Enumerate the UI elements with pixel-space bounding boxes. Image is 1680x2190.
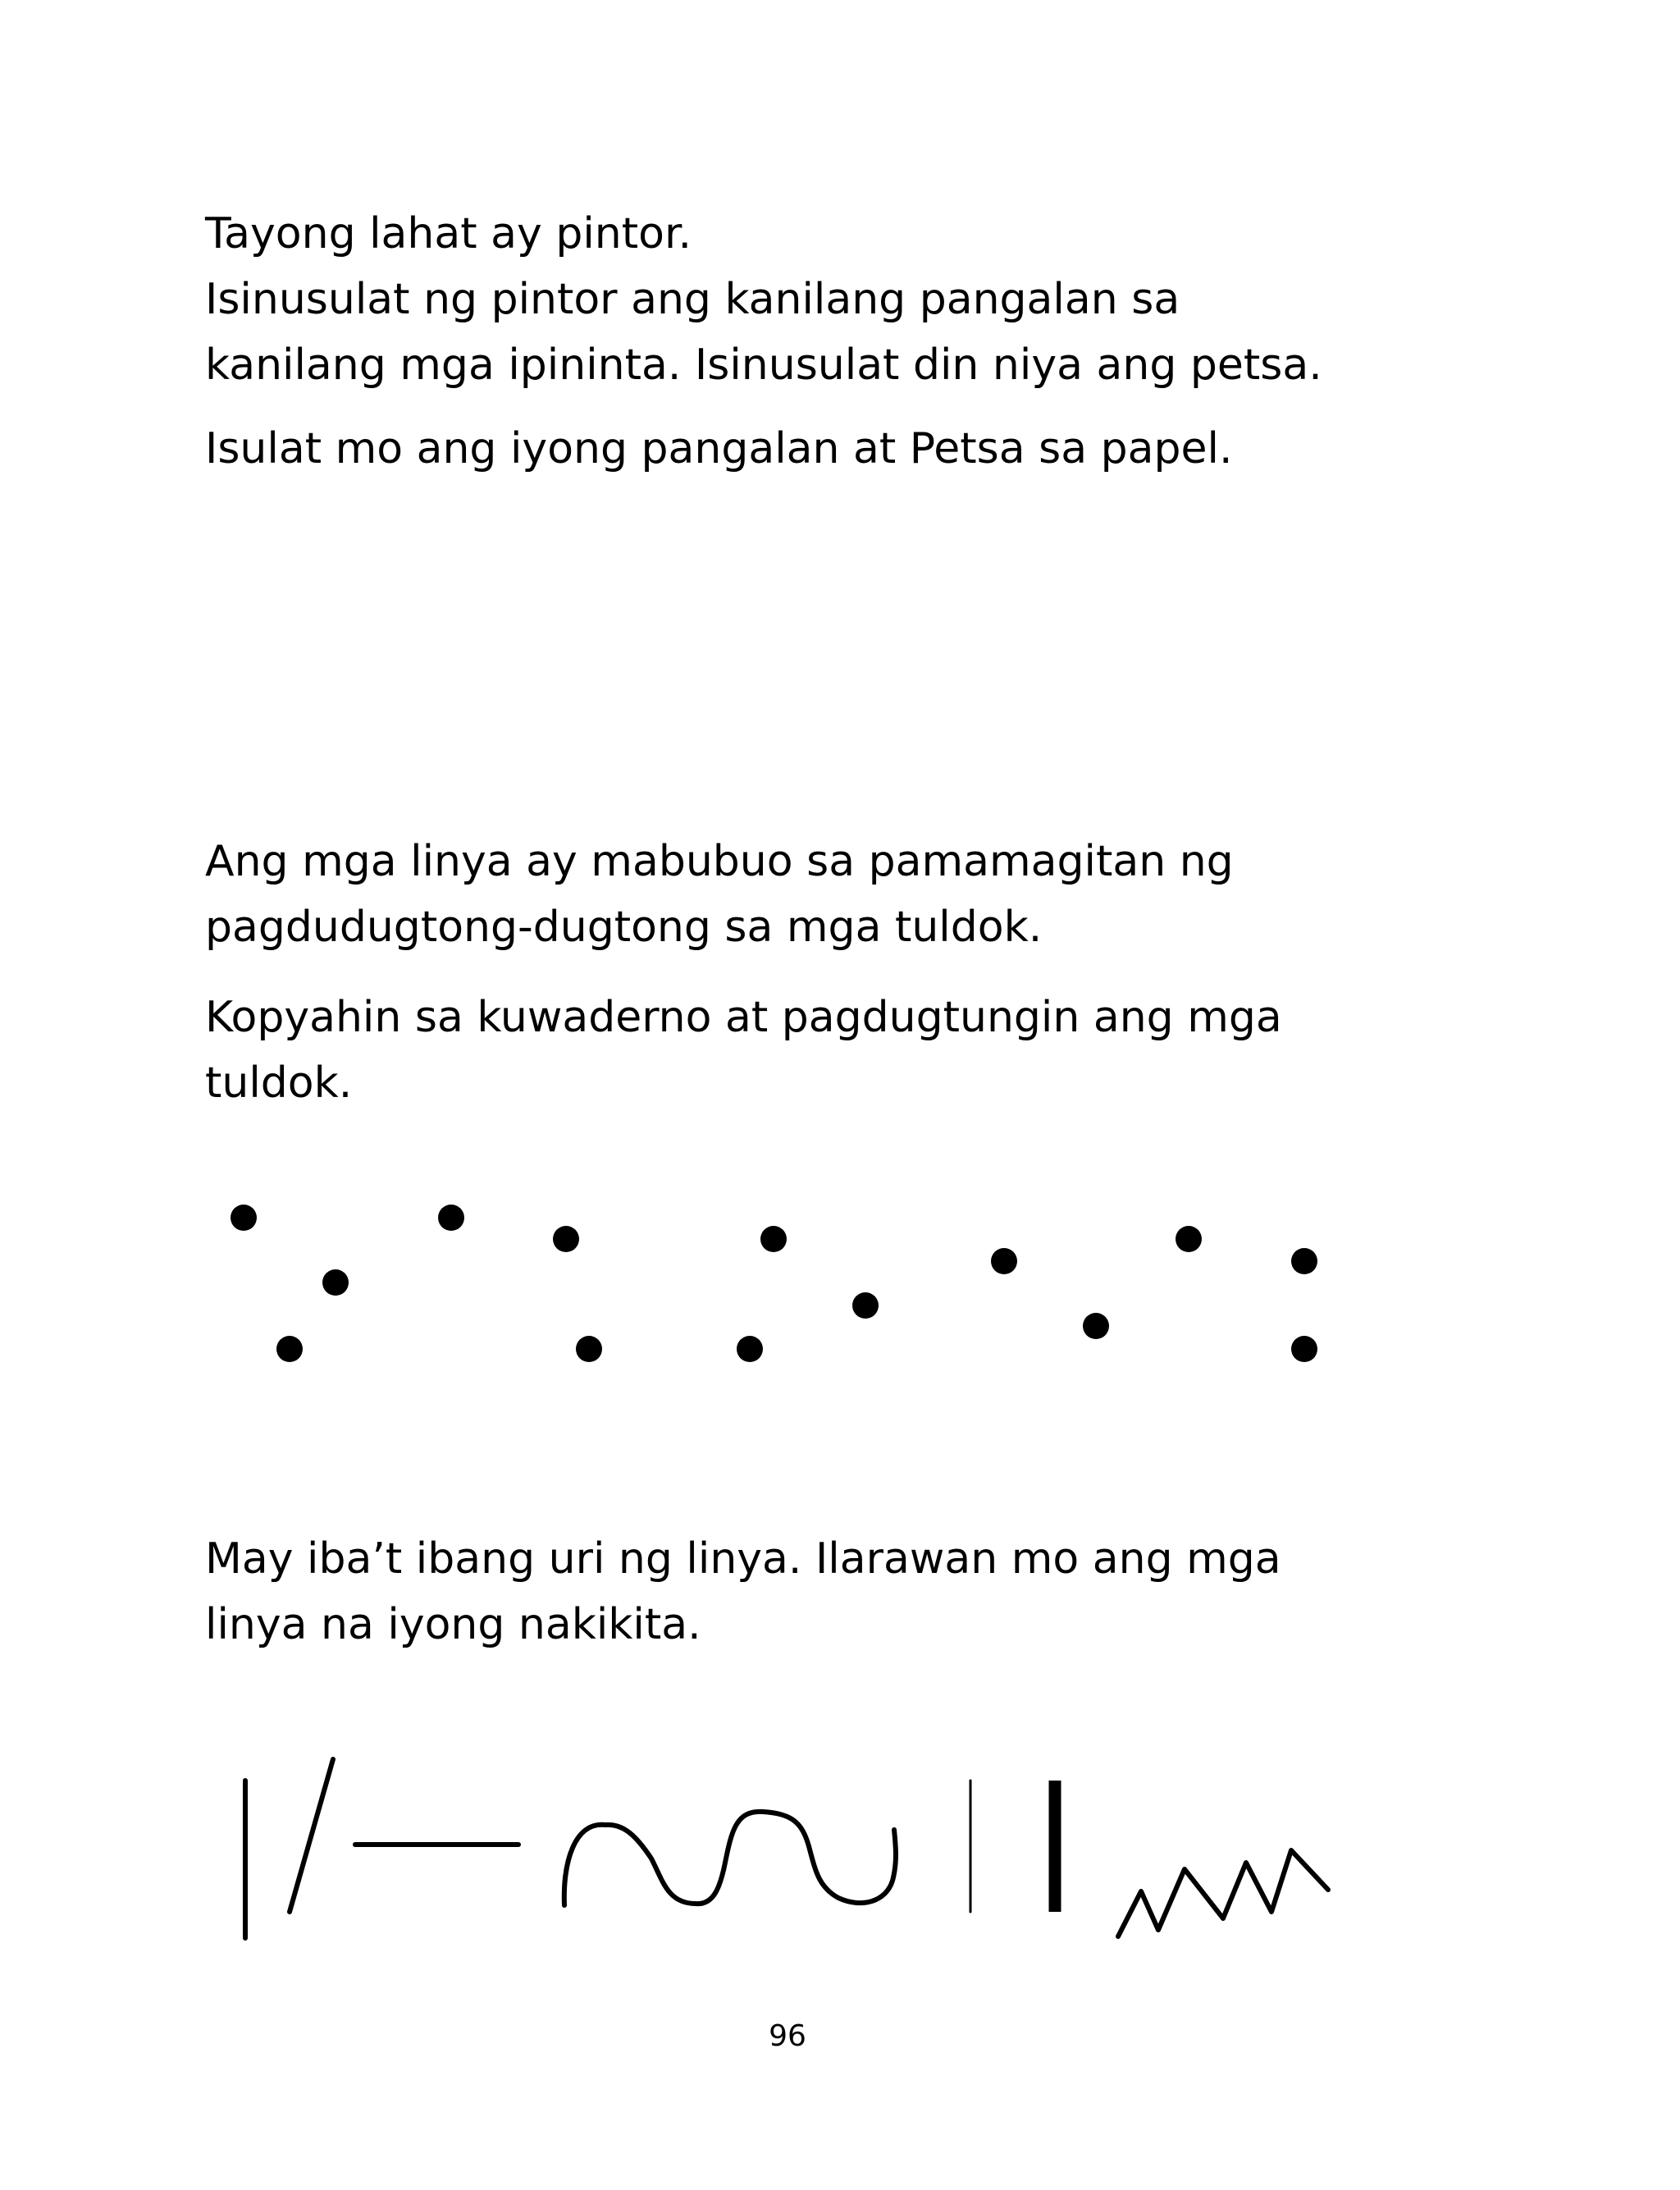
instruction-line: tuldok. — [205, 1058, 353, 1108]
dot — [1291, 1336, 1317, 1362]
page-number: 96 — [769, 2019, 806, 2053]
curved-line — [564, 1812, 896, 1905]
dot — [1083, 1313, 1109, 1339]
text-line: pagdudugtong-dugtong sa mga tuldok. — [205, 903, 1043, 952]
dots-paragraph — [205, 829, 1485, 1116]
instruction-line: Isulat mo ang iyong pangalan at Petsa sa papel. — [205, 424, 1233, 473]
line-types-paragraph — [205, 1526, 1485, 1657]
diagonal-line — [290, 1759, 333, 1912]
text-line: May iba’t ibang uri ng linya. Ilarawan mo ang mga — [205, 1534, 1281, 1584]
line-types-figure — [0, 1740, 1680, 1953]
text-line: Tayong lahat ay pintor. — [205, 209, 692, 258]
dot — [737, 1336, 763, 1362]
text-line: Ang mga linya ay mabubuo sa pamamagitan ng — [205, 837, 1234, 886]
dot — [1291, 1248, 1317, 1274]
dot — [852, 1292, 879, 1319]
dot-pattern-figure — [0, 1182, 1680, 1395]
text-line: kanilang mga ipininta. Isinusulat din niya ang petsa. — [205, 341, 1322, 390]
instruction-line: Kopyahin sa kuwaderno at pagdugtungin ang mga — [205, 993, 1282, 1042]
dot — [576, 1336, 602, 1362]
dot — [231, 1205, 257, 1231]
dot — [1176, 1226, 1202, 1252]
text-line: Isinusulat ng pintor ang kanilang pangalan sa — [205, 275, 1180, 324]
dot — [760, 1226, 787, 1252]
intro-paragraph — [205, 201, 1485, 482]
dot — [553, 1226, 579, 1252]
zigzag-line — [1118, 1850, 1328, 1936]
dot — [991, 1248, 1017, 1274]
text-line: linya na iyong nakikita. — [205, 1600, 701, 1649]
dot — [438, 1205, 464, 1231]
dot — [322, 1269, 349, 1296]
dot — [276, 1336, 303, 1362]
